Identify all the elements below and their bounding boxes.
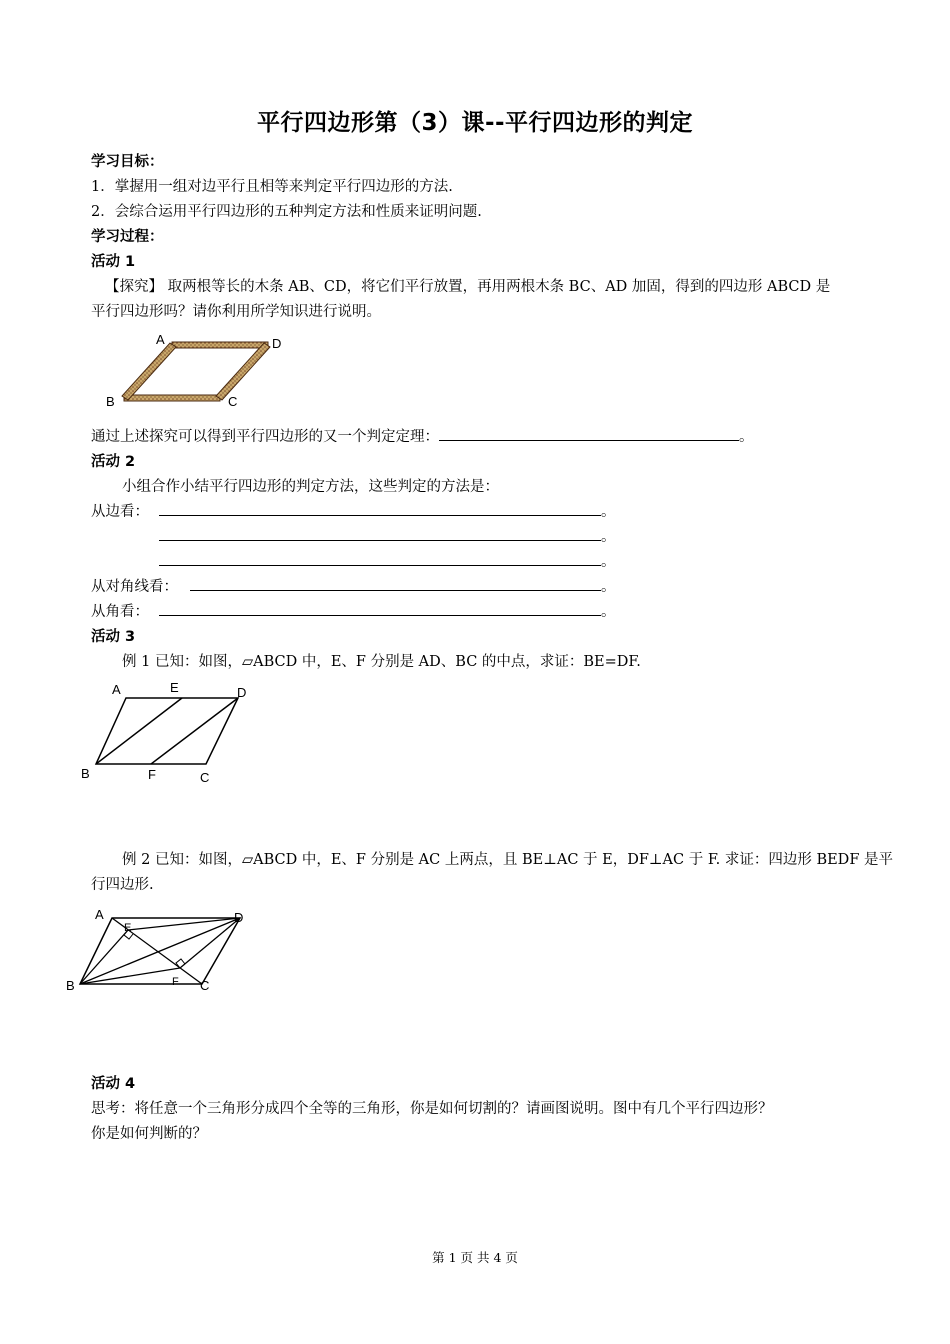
label-d: D [237,685,247,700]
label-b: B [81,766,90,781]
wooden-strips-figure [100,330,300,412]
label-f: F [148,767,156,782]
end-mark: 。 [601,579,616,595]
conclusion-text: 通过上述探究可以得到平行四边形的又一个判定定理： [91,429,439,445]
example1-figure [78,678,258,790]
activity4-line1: 思考：将任意一个三角形分成四个全等的三角形，你是如何切割的？请画图说明。图中有几个平行四边形？ [91,1101,773,1117]
segment-df [180,918,240,968]
objective-item-2: 2．会综合运用平行四边形的五种判定方法和性质来证明问题. [91,204,482,220]
segment-bf [80,968,180,984]
angle-blank[interactable] [159,601,601,616]
label-c: C [200,770,210,785]
activity2-heading: 活动 2 [91,454,136,470]
segment-de [128,918,240,930]
end-mark: 。 [601,604,616,620]
side-blank-1[interactable] [159,501,601,516]
label-d: D [272,336,282,351]
example1-text: 例 1 已知：如图，▱ABCD 中，E、F 分别是 AD、BC 的中点，求证：BE=DF. [122,654,641,670]
segment-be [80,930,128,984]
objective-item-1: 1．掌握用一组对边平行且相等来判定平行四边形的方法. [91,179,453,195]
example2-line2: 行四边形. [91,877,154,893]
end-mark: 。 [601,504,616,520]
from-diagonal-label: 从对角线看： [91,579,178,595]
label-a: A [156,332,165,347]
objectives-heading: 学习目标： [91,154,164,170]
side-row-1 [91,500,616,521]
activity4-heading: 活动 4 [91,1076,136,1092]
end-mark: 。 [601,529,616,545]
example2-line1: 例 2 已知：如图，▱ABCD 中，E、F 分别是 AC 上两点，且 BE⊥AC 于 E，DF⊥AC 于 F. 求证：四边形 BEDF 是平 [122,852,893,868]
label-a: A [112,682,121,697]
activity3-heading: 活动 3 [91,629,136,645]
angle-row [91,600,616,621]
side-row-3 [159,550,616,571]
activity1-conclusion [91,425,754,446]
from-angle-label: 从角看： [91,604,149,620]
from-side-label: 从边看： [91,504,149,520]
example2-figure [62,904,262,1000]
segment-df [151,698,238,764]
end-mark: 。 [601,554,616,570]
process-heading: 学习过程： [91,229,164,245]
activity1-heading: 活动 1 [91,254,136,270]
strip-ad [172,342,268,348]
activity1-text-line1 [105,275,830,296]
explore-tag: 【探究】 [105,279,163,295]
strip-ab [122,343,176,400]
label-c: C [228,394,238,409]
label-b: B [66,978,75,993]
label-c: C [200,978,210,993]
label-f: F [172,976,179,988]
parallelogram-abcd [96,698,238,764]
activity1-text-line2: 平行四边形吗？请你利用所学知识进行说明。 [91,304,381,320]
side-blank-2[interactable] [159,526,601,541]
activity1-text: 取两根等长的木条 AB、CD，将它们平行放置，再用两根木条 BC、AD 加固，得到的四边形 ABCD 是 [163,279,831,295]
label-e: E [170,680,179,695]
segment-be [96,698,182,764]
strip-bc [124,395,220,401]
page-footer: 第 1 页 共 4 页 [432,1250,518,1265]
conclusion-blank[interactable] [439,426,739,441]
activity2-intro: 小组合作小结平行四边形的判定方法，这些判定的方法是： [122,479,499,495]
activity4-line2: 你是如何判断的？ [91,1126,207,1142]
diagonal-blank[interactable] [190,576,601,591]
side-row-2 [159,525,616,546]
diagonal-bd [80,918,240,984]
page-title: 平行四边形第（3）课--平行四边形的判定 [256,110,694,136]
diagonal-row [91,575,616,596]
label-a: A [95,907,104,922]
strip-cd [216,343,270,400]
end-mark: 。 [739,429,754,445]
label-b: B [106,394,115,409]
side-blank-3[interactable] [159,551,601,566]
label-d: D [234,910,244,925]
label-e: E [124,922,132,934]
